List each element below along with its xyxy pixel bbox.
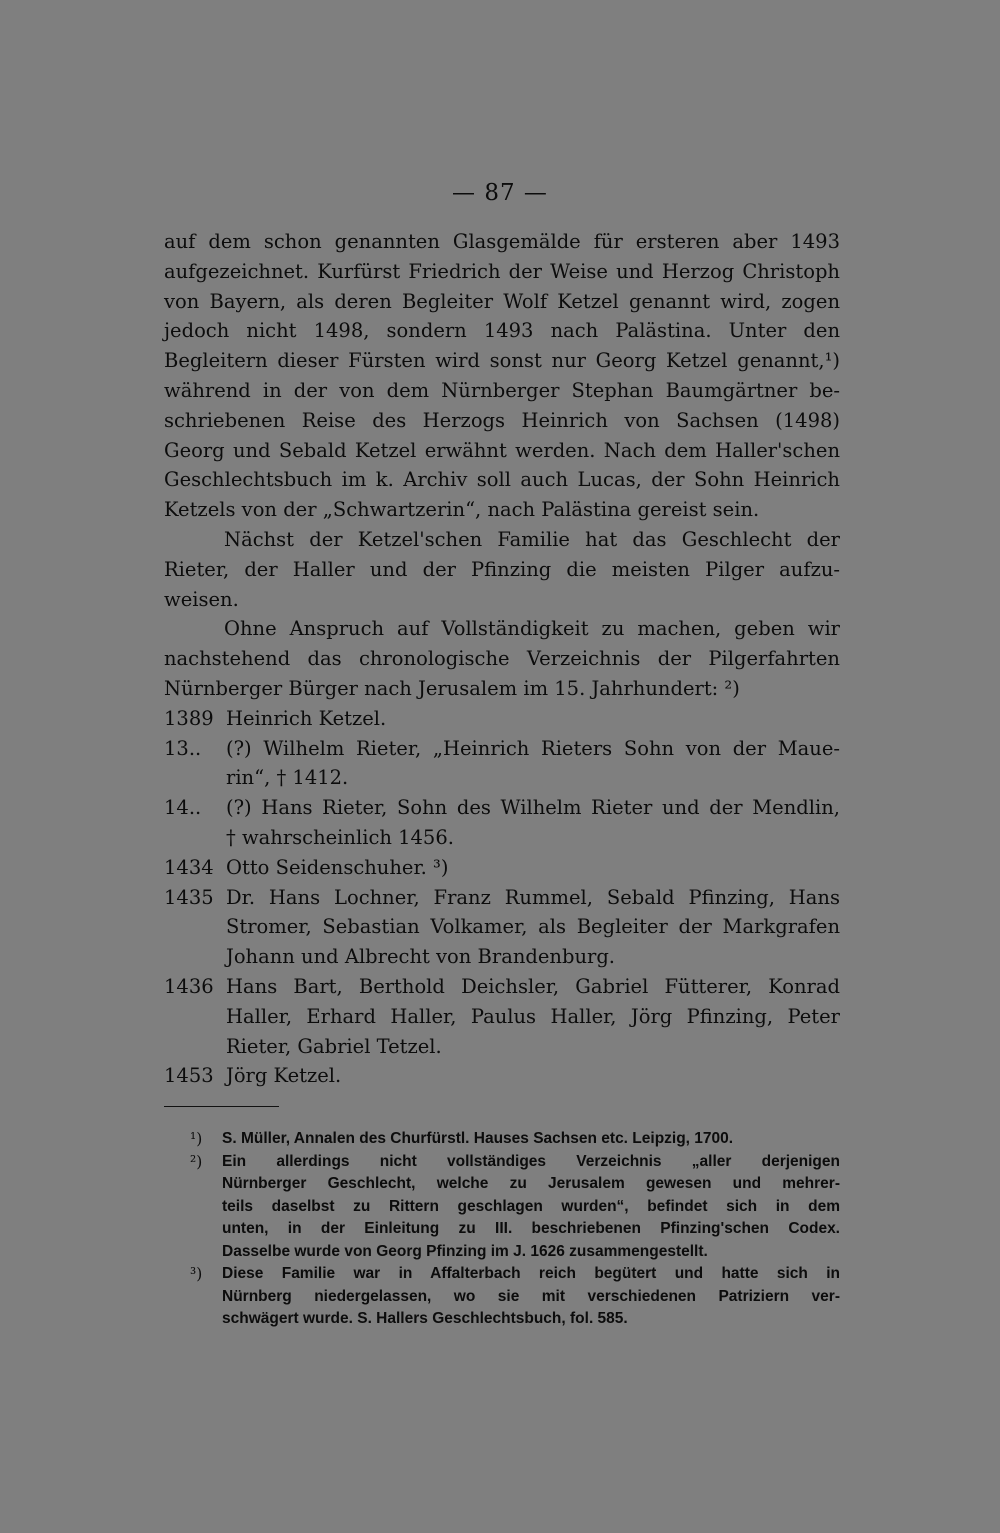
text-line: Ein allerdings nicht vollständiges Verzeichnis „aller derjenigen [222,1152,840,1170]
entry-text [226,853,840,883]
text-line: von Bayern, als deren Begleiter Wolf Ketzel genannt wird, zogen [164,289,840,313]
footnote-text [222,1263,840,1331]
text-line: S. Müller, Annalen des Churfürstl. Hauses Sachsen etc. Leipzig, 1700. [222,1130,734,1147]
text-line: Ketzels von der „Schwartzerin“, nach Palästina gereist sein. [164,498,760,522]
text-line: Diese Familie war in Affalterbach reich begütert und hatte sich in [222,1265,840,1282]
body-text [164,227,840,1091]
text-line: Johann und Albrecht von Brandenburg. [226,945,616,969]
entry-text [226,883,840,972]
text-line: Geschlechtsbuch im k. Archiv soll auch Lucas, der Sohn Heinrich [164,468,840,492]
entry-text [226,972,840,1061]
text-line: auf dem schon genannten Glasgemälde für ersteren aber 1493 [164,230,840,253]
entry-year: 1435 [164,885,214,909]
text-line: Otto Seidenschuher. ³) [226,855,449,879]
entry-text [226,734,840,794]
text-line: Stromer, Sebastian Volkamer, als Begleiter der Markgrafen [226,915,840,939]
footnote-2 [164,1151,840,1264]
footnote-text [222,1151,840,1264]
paragraph-3 [164,614,840,703]
text-line: Nürnberger Geschlecht, welche zu Jerusalem gewesen und mehrer- [222,1175,840,1192]
text-line: unten, in der Einleitung zu III. beschriebenen Pfinzing'schen Codex. [222,1220,840,1237]
text-line: Dr. Hans Lochner, Franz Rummel, Sebald Pfinzing, Hans [226,885,840,909]
entry-year: 1389 [164,706,214,730]
footnotes [164,1128,840,1331]
text-line: Nürnberger Bürger nach Jerusalem im 15. Jahrhundert: ²) [164,676,740,700]
text-line: Hans Bart, Berthold Deichsler, Gabriel Fütterer, Konrad [226,974,840,998]
footnote-mark: ³) [190,1265,203,1283]
text-line: Jörg Ketzel. [226,1064,342,1088]
text-line: Begleitern dieser Fürsten wird sonst nur Georg Ketzel genannt,¹) [164,349,840,373]
footnote-mark: ¹) [190,1130,203,1148]
text-line: Rieter, der Haller und der Pfinzing die meisten Pilger aufzu- [164,557,840,581]
paragraph-1 [164,227,840,525]
entry-year: 1453 [164,1064,214,1088]
paragraph-2 [164,525,840,614]
footnote-text [222,1128,840,1151]
list-item [164,734,840,794]
list-item [164,704,840,734]
footnote-1 [164,1128,840,1151]
text-line: Rieter, Gabriel Tetzel. [226,1034,442,1058]
text-line: rin“, † 1412. [226,766,349,790]
list-item [164,793,840,853]
list-item [164,883,840,972]
text-line: Dasselbe wurde von Georg Pfinzing im J. 1626 zusammengestellt. [222,1242,708,1260]
footnote-3 [164,1263,840,1331]
text-line: schwägert wurde. S. Hallers Geschlechtsbuch, fol. 585. [222,1310,628,1327]
text-line: Heinrich Ketzel. [226,706,387,730]
entry-year: 1436 [164,974,214,998]
entry-text [226,1061,840,1091]
text-line: während in der von dem Nürnberger Stephan Baumgärtner be- [164,378,840,402]
text-line: jedoch nicht 1498, sondern 1493 nach Palästina. Unter den [164,319,840,343]
footnote-mark: ²) [190,1152,203,1171]
text-line: † wahrscheinlich 1456. [226,825,454,849]
text-line: Ohne Anspruch auf Vollständigkeit zu machen, geben wir [224,617,840,641]
list-item [164,972,840,1061]
text-line: schriebenen Reise des Herzogs Heinrich von Sachsen (1498) [164,408,840,432]
entry-text [226,793,840,853]
text-line: Nächst der Ketzel'schen Familie hat das Geschlecht der [224,527,840,551]
pilgrimage-list [164,704,840,1091]
list-item [164,853,840,883]
text-line: teils daselbst zu Rittern geschlagen wurden“, befindet sich in dem [222,1197,840,1215]
text-line: (?) Wilhelm Rieter, „Heinrich Rieters Sohn von der Maue- [226,736,840,760]
entry-year: 1434 [164,855,214,879]
text-line: nachstehend das chronologische Verzeichnis der Pilgerfahrten [164,647,840,671]
footnote-divider [164,1106,279,1107]
text-line: aufgezeichnet. Kurfürst Friedrich der Weise und Herzog Christoph [164,259,840,283]
entry-year: 14.. [164,796,202,820]
text-line: weisen. [164,587,239,611]
list-item [164,1061,840,1091]
text-line: Georg und Sebald Ketzel erwähnt werden. Nach dem Haller'schen [164,438,840,462]
text-line: (?) Hans Rieter, Sohn des Wilhelm Rieter und der Mendlin, [226,796,840,820]
page-number: — 87 — [452,180,548,206]
entry-text [226,704,840,734]
entry-year: 13.. [164,736,202,760]
text-line: Haller, Erhard Haller, Paulus Haller, Jörg Pfinzing, Peter [226,1004,840,1028]
text-line: Nürnberg niedergelassen, wo sie mit verschiedenen Patriziern ver- [222,1287,840,1305]
